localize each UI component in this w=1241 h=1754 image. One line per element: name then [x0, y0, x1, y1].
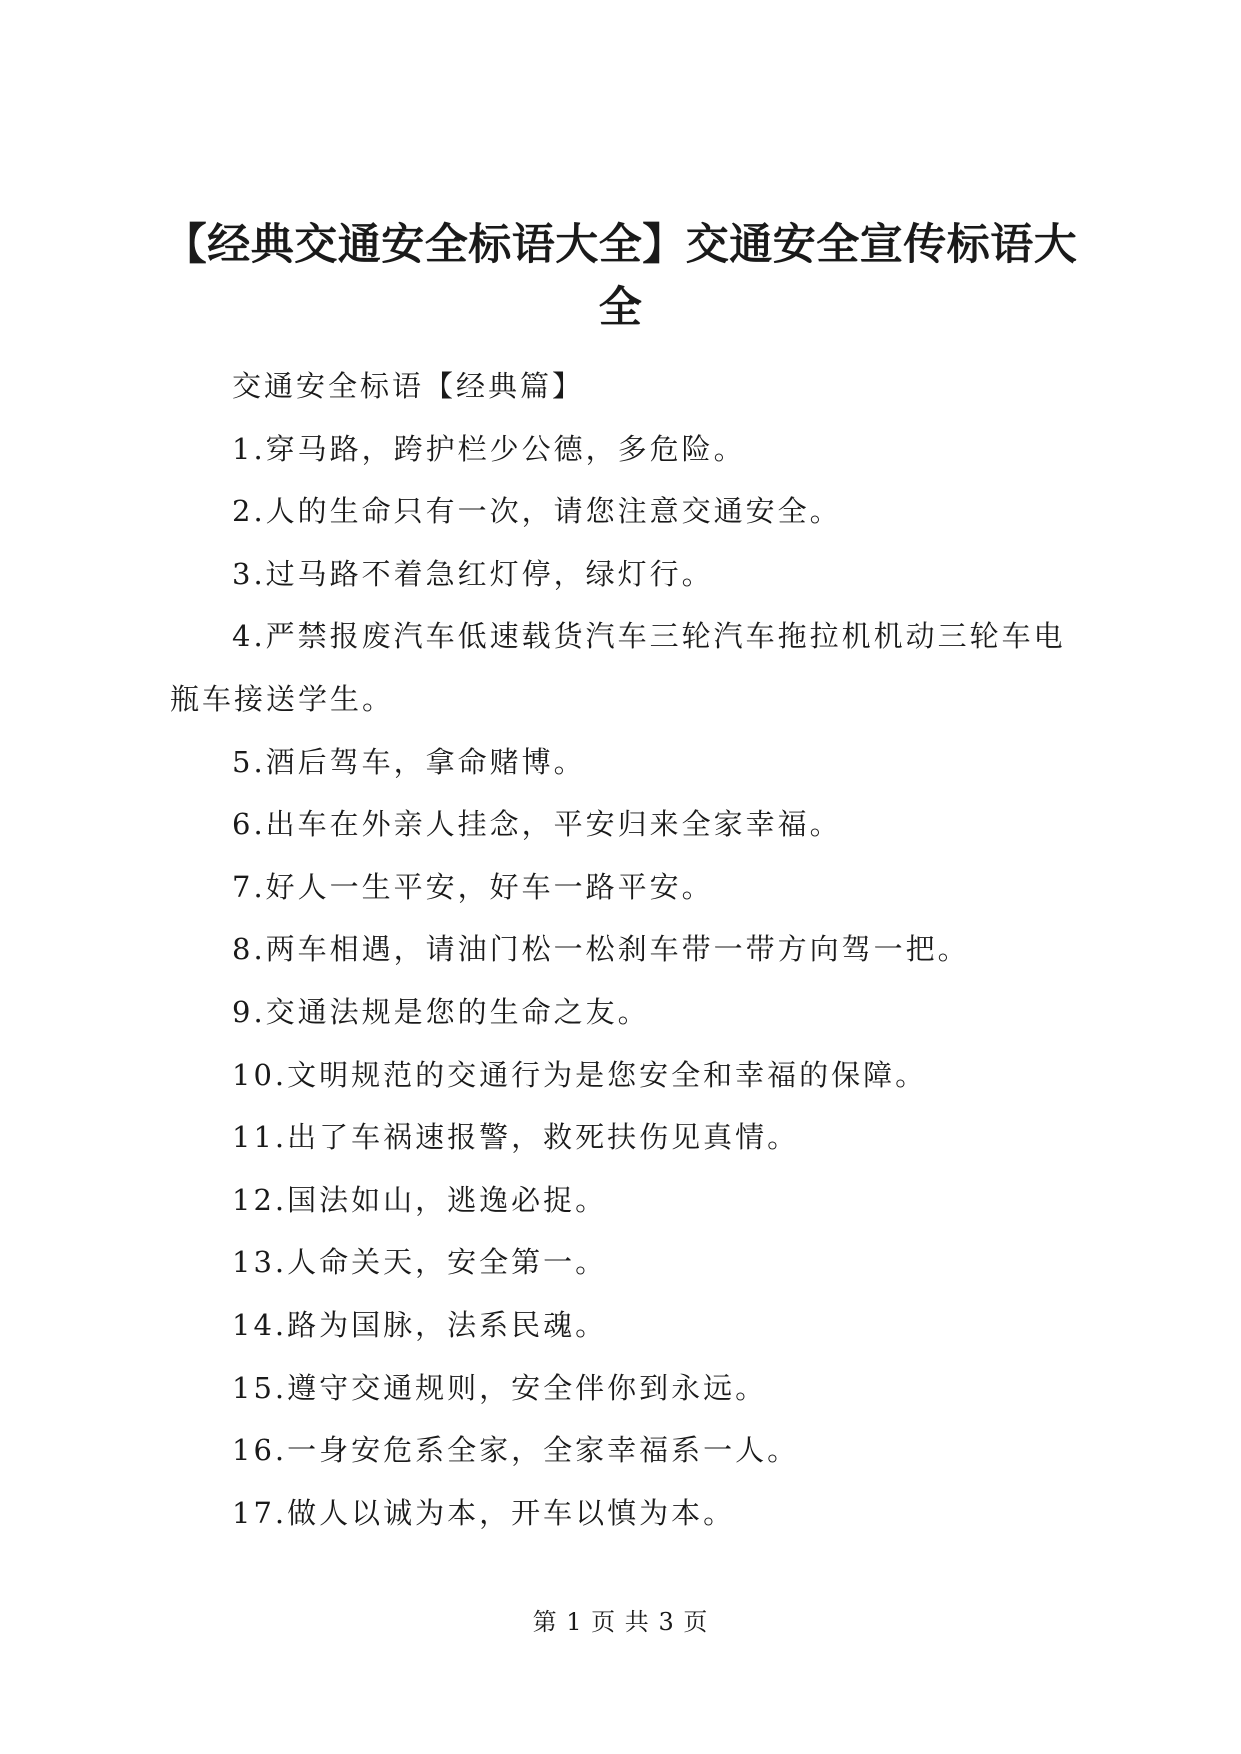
slogan-item: 5.酒后驾车，拿命赌博。 — [232, 744, 586, 779]
slogan-item: 2.人的生命只有一次，请您注意交通安全。 — [232, 494, 842, 529]
section-heading: 交通安全标语【经典篇】 — [232, 369, 585, 403]
slogan-item: 15.遵守交通规则，安全伴你到永远。 — [232, 1370, 768, 1405]
slogan-item: 9.交通法规是您的生命之友。 — [232, 994, 650, 1029]
document-body — [170, 355, 1080, 1544]
slogan-item: 12.国法如山，逃逸必捉。 — [232, 1182, 608, 1217]
slogan-item: 10.文明规范的交通行为是您安全和幸福的保障。 — [232, 1057, 928, 1092]
slogan-item: 3.过马路不着急红灯停，绿灯行。 — [232, 556, 714, 591]
document-title: 【经典交通安全标语大全】交通安全宣传标语大全 — [163, 220, 1078, 333]
slogan-item: 6.出车在外亲人挂念，平安归来全家幸福。 — [232, 807, 842, 842]
slogan-item: 16.一身安危系全家，全家幸福系一人。 — [232, 1433, 800, 1468]
slogan-item: 7.好人一生平安，好车一路平安。 — [232, 869, 714, 904]
page-footer: 第 1 页 共 3 页 — [532, 1608, 709, 1636]
slogan-item: 13.人命关天，安全第一。 — [232, 1245, 608, 1280]
slogan-item: 14.路为国脉，法系民魂。 — [232, 1307, 608, 1342]
slogan-item: 17.做人以诚为本，开车以慎为本。 — [232, 1495, 736, 1530]
slogan-item: 11.出了车祸速报警，救死扶伤见真情。 — [232, 1120, 800, 1155]
slogan-item: 4.严禁报废汽车低速载货汽车三轮汽车拖拉机机动三轮车电瓶车接送学生。 — [170, 619, 1066, 716]
slogan-item: 8.两车相遇，请油门松一松刹车带一带方向驾一把。 — [232, 932, 970, 967]
slogan-item: 1.穿马路，跨护栏少公德，多危险。 — [232, 431, 746, 466]
